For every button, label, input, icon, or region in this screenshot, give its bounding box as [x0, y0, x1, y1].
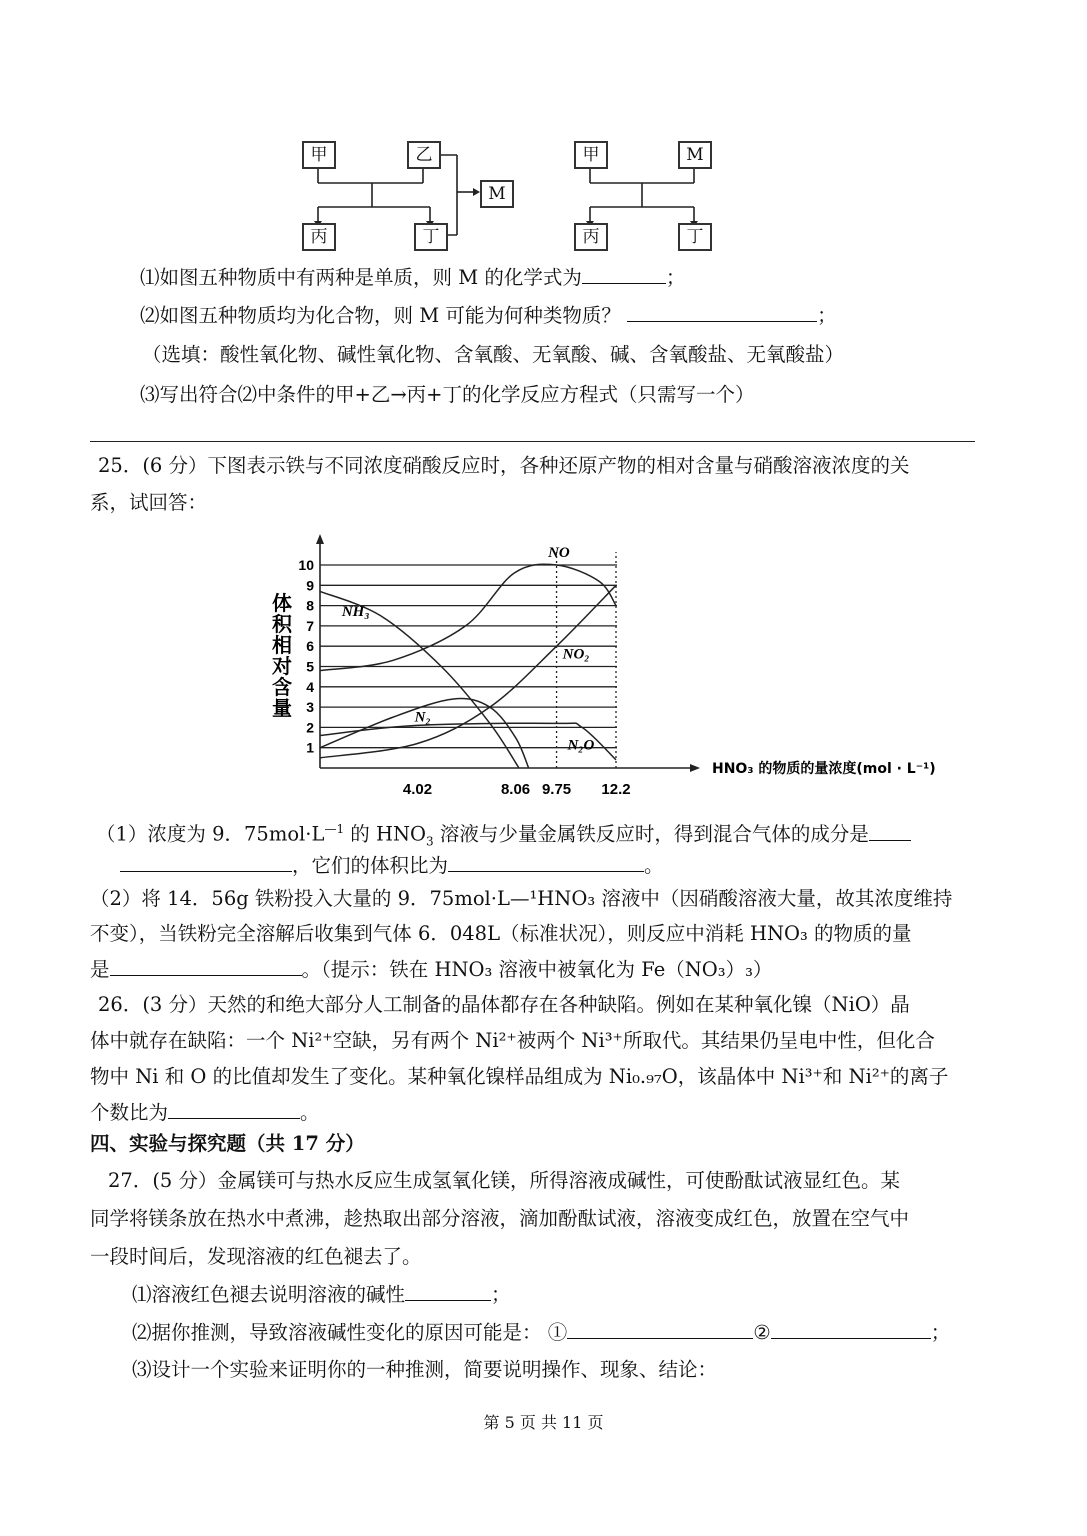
answer-blank[interactable] [567, 1318, 753, 1339]
q24-part1: ⑴如图五种物质中有两种是单质，则 M 的化学式为 ； [140, 263, 685, 291]
answer-blank[interactable] [582, 263, 666, 284]
q27-line2: 同学将镁条放在热水中煮沸，趁热取出部分溶液，滴加酚酞试液，溶液变成红色，放置在空气中 [90, 1207, 910, 1230]
q27-line1: 27．(5 分）金属镁可与热水反应生成氢氧化镁，所得溶液成碱性，可使酚酞试液显红色。某 [108, 1169, 901, 1192]
y-axis-label-char: 体 [272, 591, 292, 615]
answer-blank[interactable] [869, 820, 911, 841]
y-tick-label: 5 [306, 658, 314, 675]
y-tick-label: 2 [306, 719, 314, 736]
series-label: NO₂ [562, 646, 590, 663]
section-heading: 四、实验与探究题（共 17 分） [90, 1132, 365, 1155]
q25-intro-1: 25．(6 分）下图表示铁与不同浓度硝酸反应时，各种还原产物的相对含量与硝酸溶液浓度的关 [98, 454, 910, 477]
answer-blank[interactable] [110, 955, 302, 976]
q24-part3: ⑶写出符合⑵中条件的甲+乙→丙+丁的化学反应方程式（只需写一个） [140, 383, 755, 406]
series-label: NO [548, 544, 570, 561]
answer-blank[interactable] [405, 1280, 491, 1301]
q26-line2: 体中就存在缺陷：一个 Ni²⁺空缺，另有两个 Ni²⁺被两个 Ni³⁺所取代。其结果仍呈电中性，但化合 [90, 1029, 935, 1052]
y-tick-label: 1 [306, 739, 314, 756]
y-axis-arrow [316, 534, 324, 544]
q26-line4: 个数比为 。 [90, 1098, 320, 1126]
q25-part2-line2: 不变），当铁粉完全溶解后收集到气体 6．048L（标准状况），则反应中消耗 HNO₃ 的物质的量 [90, 922, 912, 945]
box-jia-left: 甲 [302, 141, 336, 169]
box-m-right: M [678, 141, 712, 169]
box-ding-left: 丁 [414, 223, 448, 251]
y-tick-label: 10 [298, 557, 314, 573]
answer-blank[interactable] [771, 1318, 931, 1339]
q25-part2-line3: 是 。（提示：铁在 HNO₃ 溶液中被氧化为 Fe（NO₃）₃） [90, 955, 772, 983]
nitric-acid-chart [260, 530, 980, 810]
answer-blank[interactable] [448, 851, 644, 872]
box-jia-right: 甲 [574, 141, 608, 169]
series-label: N₂O [567, 737, 595, 754]
y-axis-label-char: 对 [272, 654, 292, 678]
q25-intro-2: 系，试回答： [90, 491, 208, 514]
box-bing-left: 丙 [302, 223, 336, 251]
answer-blank[interactable] [120, 851, 292, 872]
q26-line1: 26．(3 分）天然的和绝大部分人工制备的晶体都存在各种缺陷。例如在某种氧化镍（NiO）晶 [98, 993, 910, 1016]
q27-part2: ⑵据你推测，导致溶液碱性变化的原因可能是： ① ② ； [132, 1318, 950, 1346]
x-axis-arrow [690, 764, 700, 772]
q27-line3: 一段时间后，发现溶液的红色褪去了。 [90, 1245, 422, 1268]
y-tick-label: 8 [306, 597, 314, 614]
box-ding-right: 丁 [678, 223, 712, 251]
x-tick-label: 4.02 [402, 781, 433, 798]
q25-part2-line1: （2）将 14．56g 铁粉投入大量的 9．75mol·L—¹HNO₃ 溶液中（因硝酸溶液大量，故其浓度维持 [90, 887, 953, 910]
q27-part1: ⑴溶液红色褪去说明溶液的碱性 ； [132, 1280, 511, 1308]
series-label: NH₃ [341, 603, 370, 620]
y-axis-label-char: 积 [272, 612, 292, 636]
y-tick-label: 3 [306, 699, 314, 716]
y-tick-label: 6 [306, 638, 314, 655]
y-axis-label-char: 相 [272, 633, 292, 657]
q26-line3: 物中 Ni 和 O 的比值却发生了变化。某种氧化镍样品组成为 Ni₀.₉₇O，该晶体中 Ni³⁺和 Ni²⁺的离子 [90, 1065, 949, 1088]
q24-options: （选填：酸性氧化物、碱性氧化物、含氧酸、无氧酸、碱、含氧酸盐、无氧酸盐） [142, 343, 845, 366]
x-axis-label: HNO₃ 的物质的量浓度(mol · L⁻¹) [712, 761, 936, 777]
box-m-left: M [480, 180, 514, 208]
y-axis-label-char: 量 [272, 696, 292, 720]
answer-line[interactable] [90, 441, 975, 442]
y-tick-label: 9 [306, 577, 314, 594]
y-tick-label: 7 [306, 617, 314, 634]
x-tick-label: 8.06 [500, 781, 531, 798]
y-tick-label: 4 [306, 678, 314, 695]
q27-part3: ⑶设计一个实验来证明你的一种推测，简要说明操作、现象、结论： [132, 1358, 718, 1381]
answer-blank[interactable] [168, 1098, 300, 1119]
y-axis-label-char: 含 [272, 675, 292, 699]
x-tick-label: 9.75 [541, 781, 572, 798]
box-yi-left: 乙 [407, 141, 441, 169]
box-bing-right: 丙 [574, 223, 608, 251]
answer-blank[interactable] [627, 301, 817, 322]
series-label: N₂ [414, 709, 431, 726]
x-tick-label: 12.2 [601, 781, 631, 798]
page-footer: 第 5 页 共 11 页 [483, 1413, 604, 1432]
q25-part1-line1: （1）浓度为 9．$75mol\cdot L^{—1}$ 的 $HNO_3$ 溶液与少量金属铁反应时，得到混合气体的成分是 [96, 816, 911, 855]
q24-part2: ⑵如图五种物质均为化合物，则 M 可能为何种类物质？ ； [140, 301, 837, 329]
q25-part1-line2: ，它们的体积比为 。 [120, 851, 664, 879]
